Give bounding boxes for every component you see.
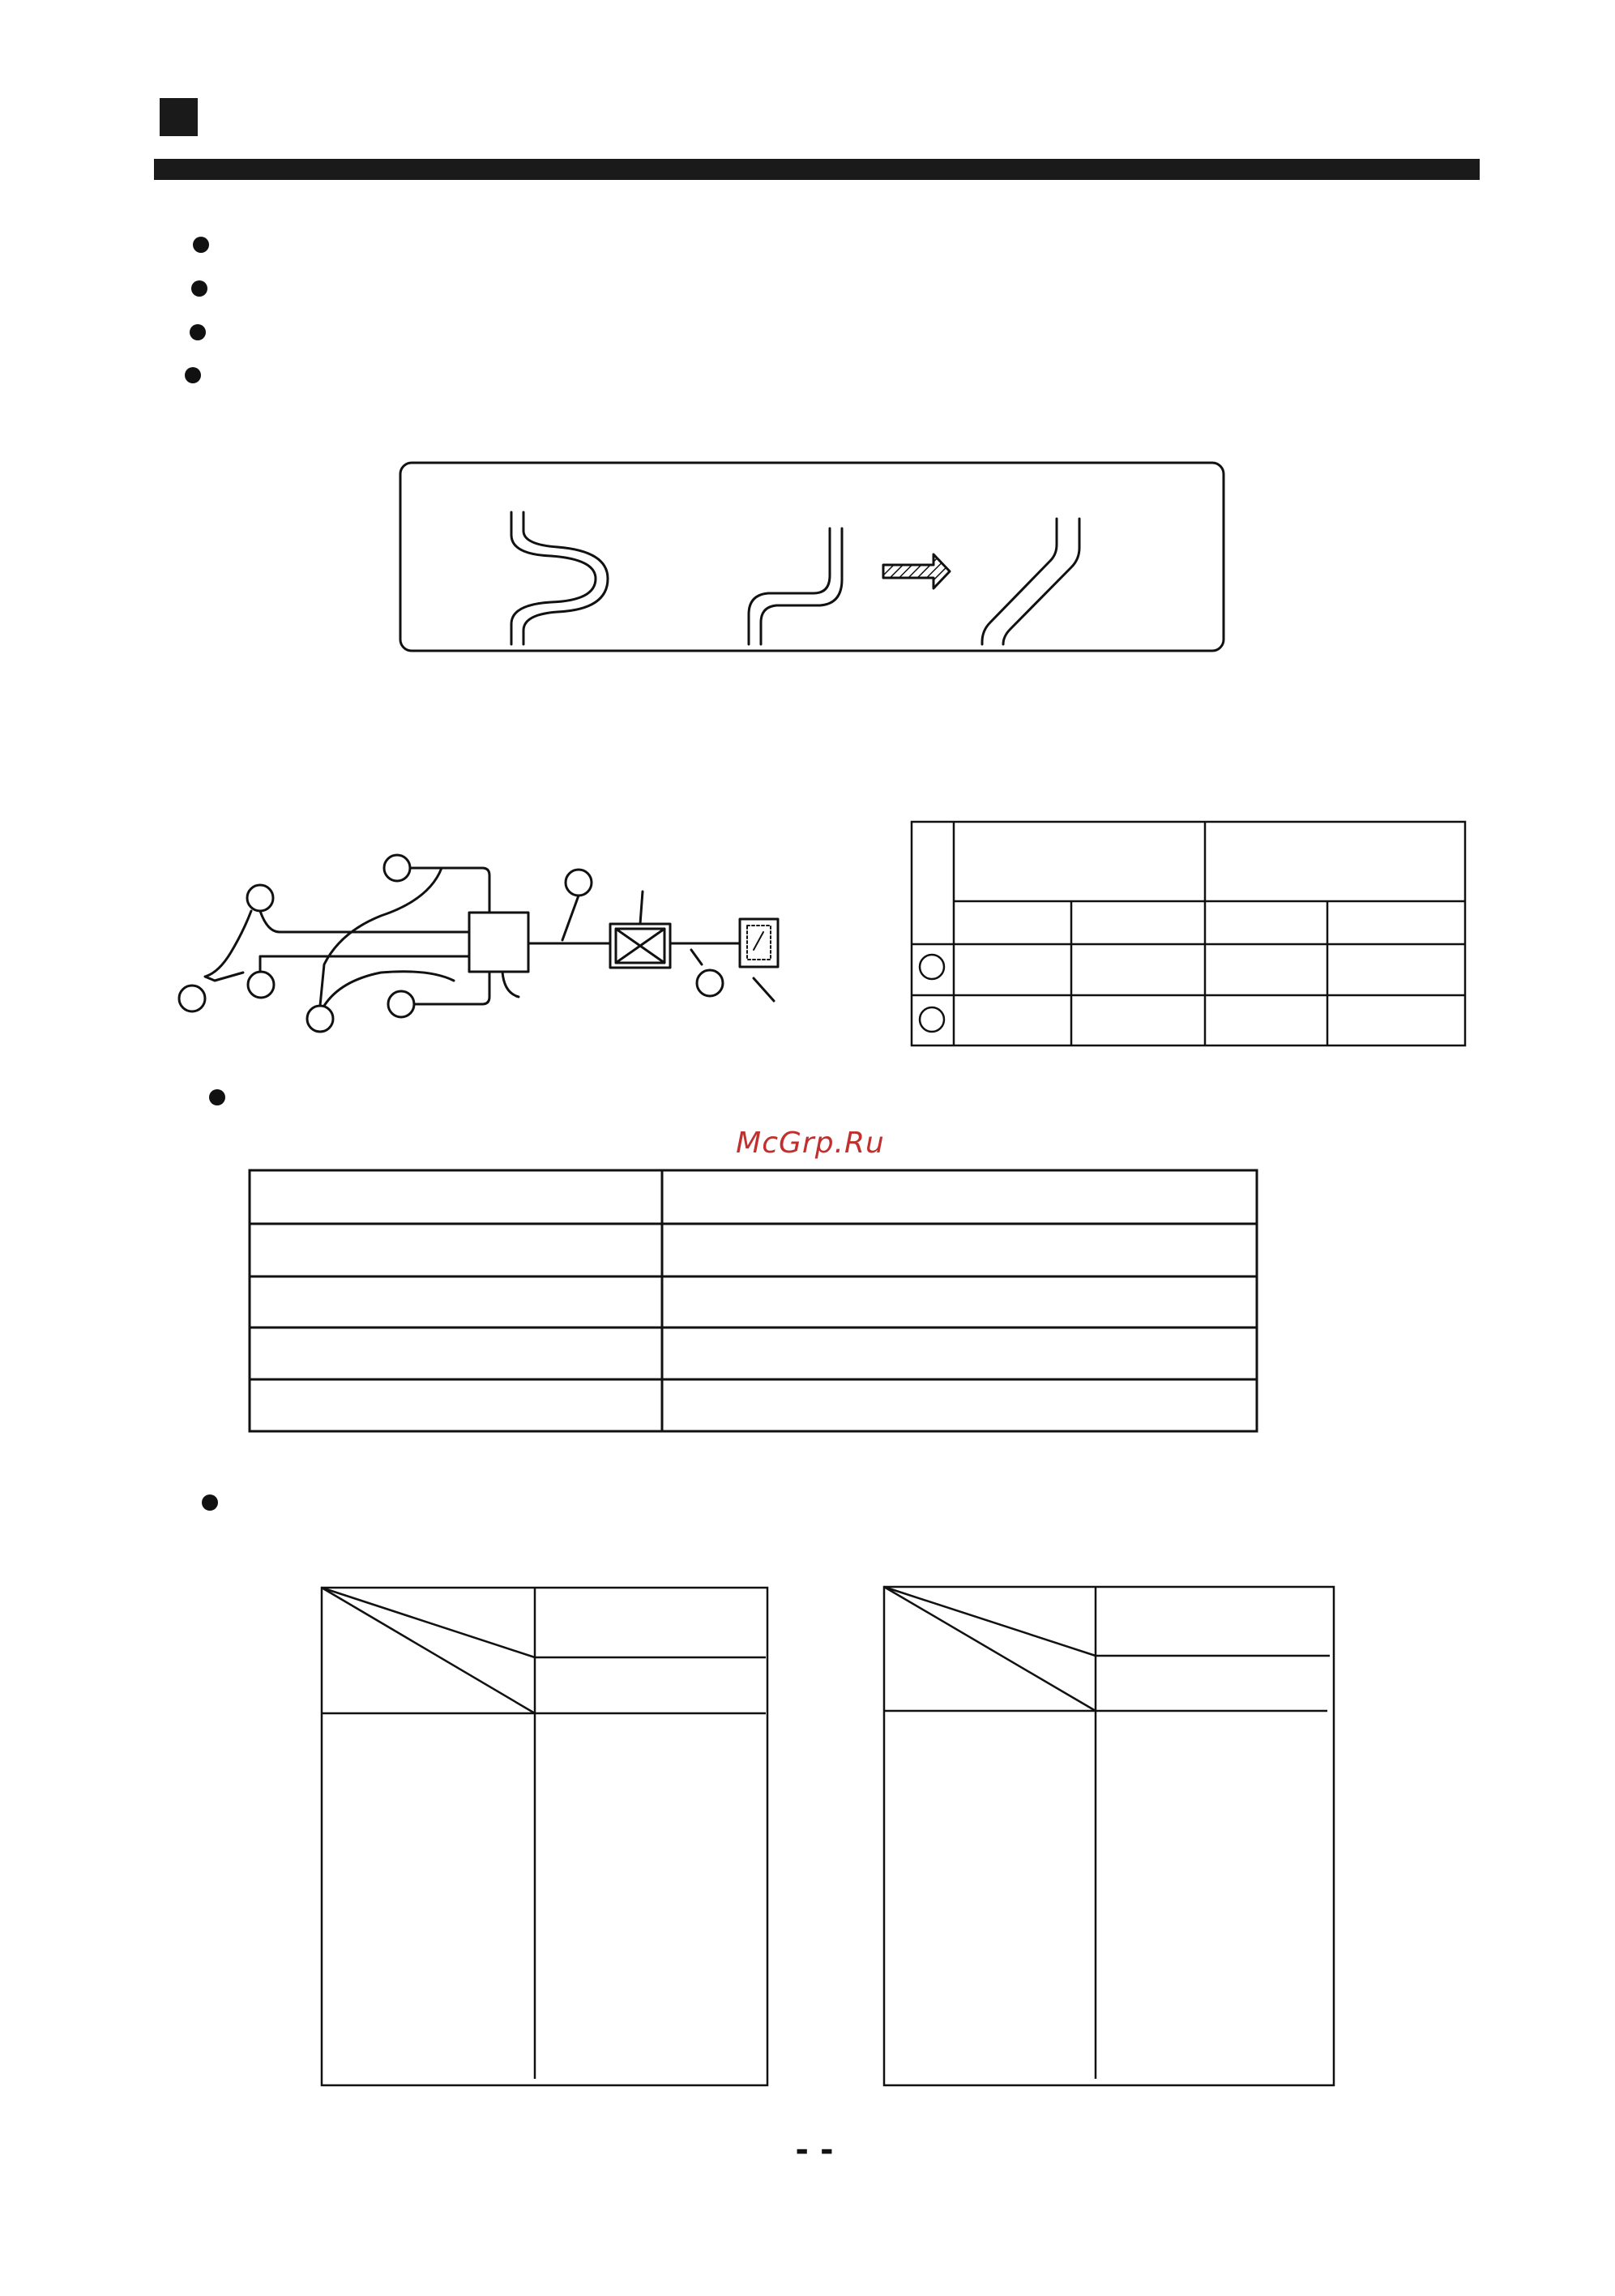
- pipe-size-table: [912, 822, 1465, 1045]
- indoor-unit-circle-icon: [697, 970, 723, 996]
- bullet-dot-icon: [209, 1089, 225, 1105]
- bullet-dot-icon: [191, 280, 207, 297]
- indoor-unit-circle-icon: [248, 972, 274, 998]
- junction-box-icon: [469, 913, 528, 972]
- row-marker-icon: [920, 955, 944, 979]
- page-number: - -: [795, 2131, 834, 2169]
- indoor-unit-circle-icon: [307, 1006, 333, 1032]
- header-rule: [154, 159, 1480, 180]
- spec-table: [250, 1170, 1257, 1431]
- indoor-unit-circle-icon: [566, 870, 592, 896]
- capacity-table-left: [322, 1588, 767, 2085]
- capacity-table-right: [884, 1587, 1334, 2085]
- indoor-unit-circle-icon: [179, 986, 205, 1011]
- indoor-unit-circle-icon: [388, 991, 414, 1017]
- bullet-dot-icon: [185, 367, 201, 383]
- s-bend-pipe-icon: [511, 512, 608, 644]
- row-marker-icon: [920, 1007, 944, 1032]
- hatched-arrow-icon: [883, 554, 950, 588]
- piping-diagram: [179, 855, 778, 1032]
- indoor-unit-circle-icon: [384, 855, 410, 881]
- step-bend-pipe-icon: [729, 528, 842, 644]
- top-bullet-list: [185, 237, 209, 383]
- section-header-icon: [160, 98, 198, 136]
- bullet-dot-icon: [190, 324, 206, 340]
- bullet-dot-icon: [202, 1494, 218, 1511]
- diagonal-pipe-icon: [982, 519, 1079, 644]
- indoor-unit-circle-icon: [247, 885, 273, 911]
- watermark-text: McGrp.Ru: [736, 1127, 885, 1160]
- bullet-dot-icon: [193, 237, 209, 253]
- pipe-bend-panel: [400, 463, 1224, 651]
